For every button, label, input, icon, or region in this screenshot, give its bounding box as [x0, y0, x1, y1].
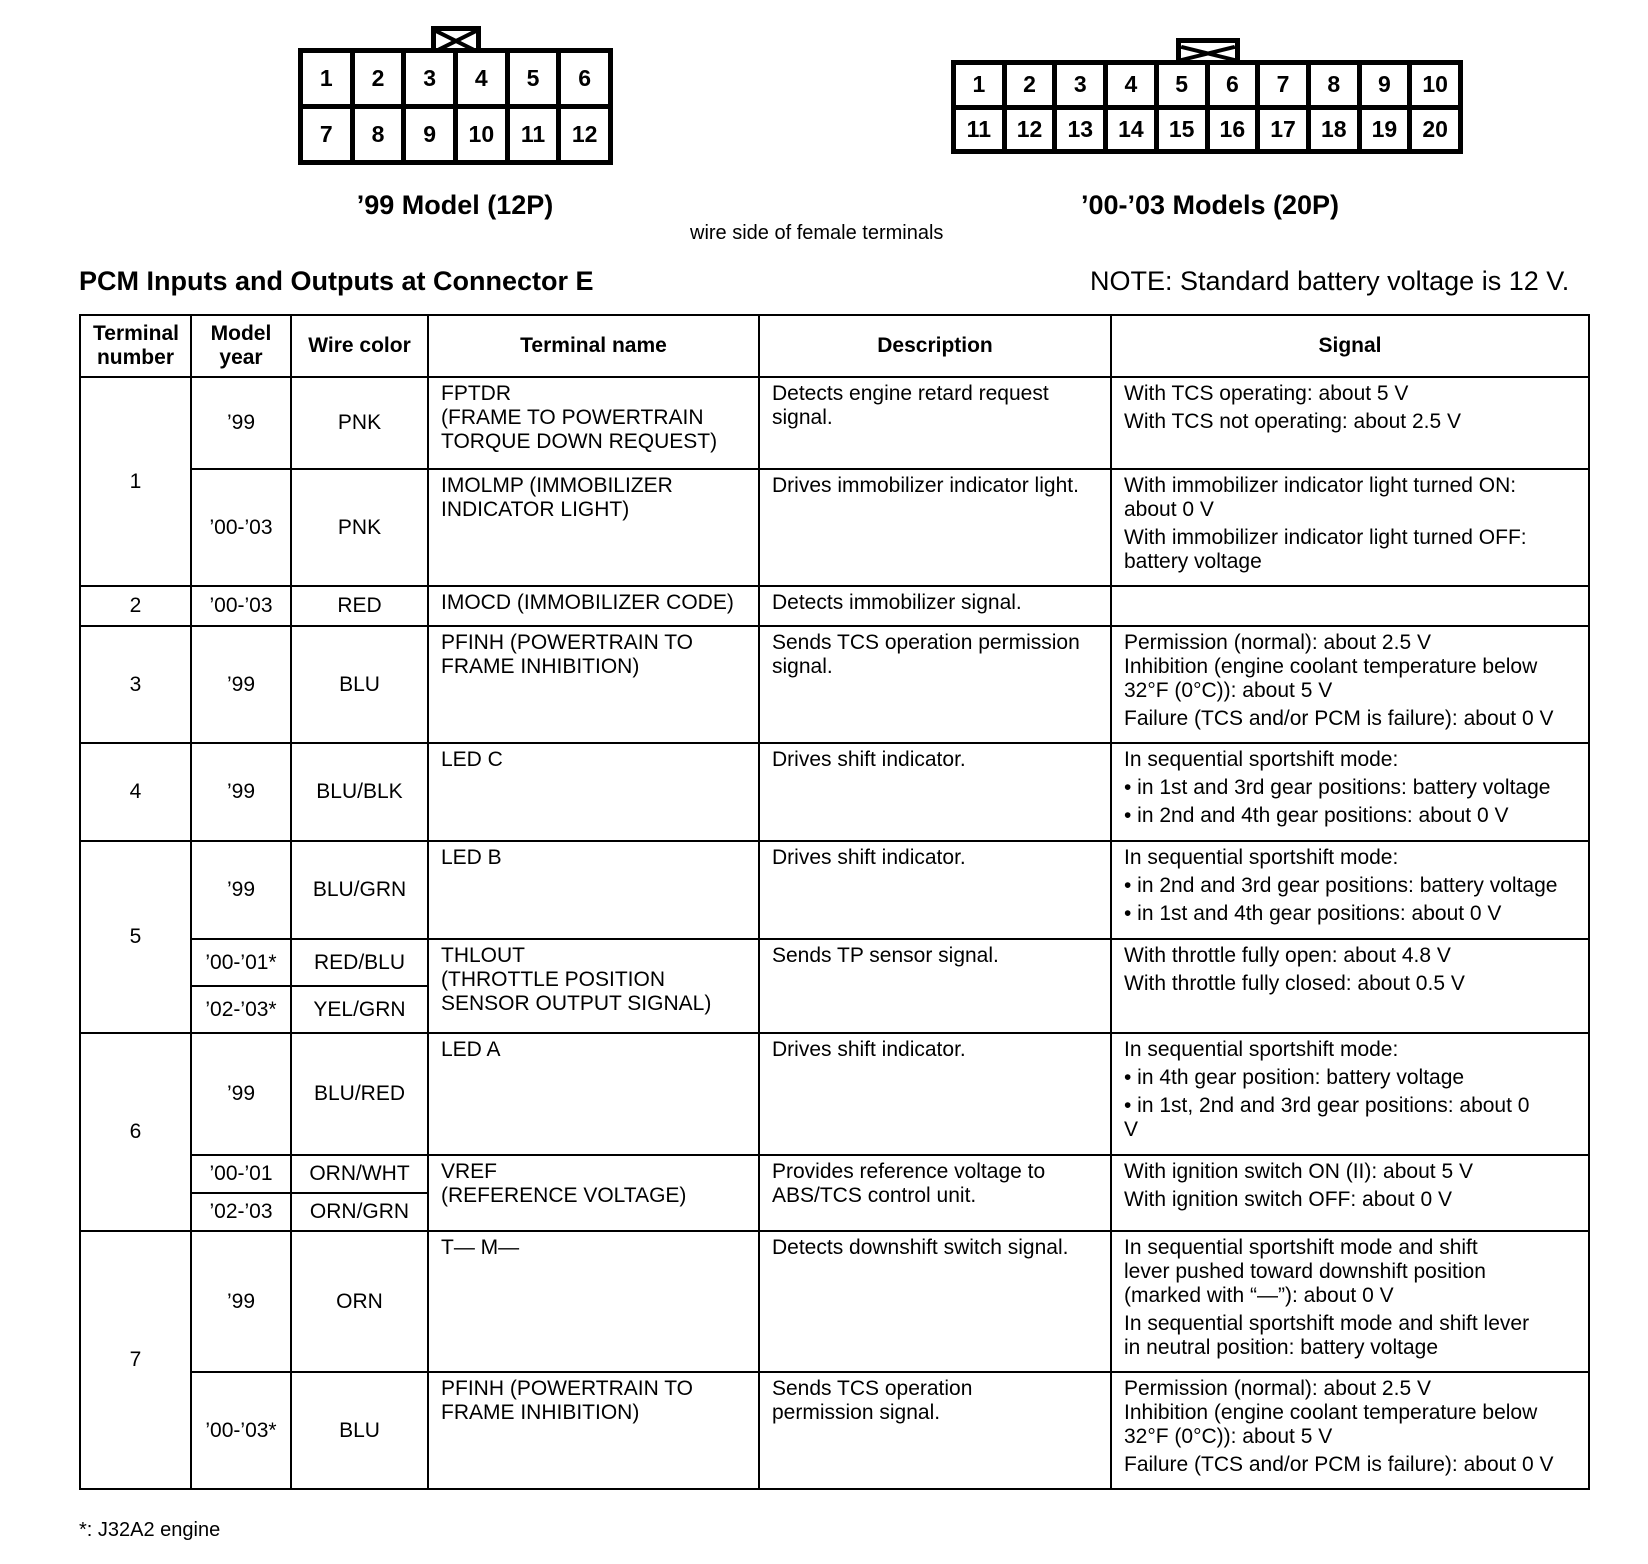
terminal-number: 2: [80, 586, 191, 626]
signal: [1111, 586, 1589, 626]
pin-20p-9: 9: [1362, 65, 1408, 105]
terminal-name: THLOUT (THROTTLE POSITION SENSOR OUTPUT SIGNAL): [428, 939, 759, 1033]
description: Drives immobilizer indicator light.: [759, 469, 1111, 586]
header-model-year: Model year: [191, 315, 291, 377]
pin-12p-12: 12: [561, 109, 608, 160]
pin-20p-13: 13: [1057, 110, 1103, 150]
terminal-name: IMOCD (IMMOBILIZER CODE): [428, 586, 759, 626]
pin-20p-5: 5: [1159, 65, 1205, 105]
pcm-io-table: [79, 314, 1590, 1490]
model-year: ’99: [191, 626, 291, 743]
terminal-name: PFINH (POWERTRAIN TO FRAME INHIBITION): [428, 626, 759, 743]
wire-color: PNK: [291, 469, 428, 586]
signal: With TCS operating: about 5 V With TCS not operating: about 2.5 V: [1111, 377, 1589, 469]
wire-color: PNK: [291, 377, 428, 469]
terminal-number: 1: [80, 377, 191, 586]
model-year: ’02-’03*: [191, 986, 291, 1033]
description: Sends TCS operation permission signal.: [759, 1372, 1111, 1489]
description: Drives shift indicator.: [759, 841, 1111, 939]
pin-20p-18: 18: [1311, 110, 1357, 150]
connector-key-20p: [1176, 38, 1240, 62]
table-row: [80, 1372, 1589, 1489]
connector-12p-caption: ’99 Model (12P): [356, 190, 554, 220]
table-row: [80, 939, 1589, 986]
pin-12p-11: 11: [510, 109, 557, 160]
terminal-name: IMOLMP (IMMOBILIZER INDICATOR LIGHT): [428, 469, 759, 586]
model-year: ’99: [191, 1231, 291, 1372]
pin-20p-11: 11: [956, 110, 1002, 150]
pin-12p-7: 7: [303, 109, 350, 160]
table-row: [80, 469, 1589, 586]
signal: In sequential sportshift mode and shift lever pushed toward downshift position (marked with “—”): about 0 V In sequential sportshift mode and shift lever in neutral position: battery voltage: [1111, 1231, 1589, 1372]
terminal-number: 4: [80, 743, 191, 841]
pin-12p-9: 9: [406, 109, 453, 160]
pin-20p-19: 19: [1362, 110, 1408, 150]
pin-12p-2: 2: [355, 53, 402, 104]
pin-20p-16: 16: [1210, 110, 1256, 150]
wire-color: RED/BLU: [291, 939, 428, 986]
model-year: ’99: [191, 377, 291, 469]
terminal-name: T— M—: [428, 1231, 759, 1372]
pin-12p-4: 4: [458, 53, 505, 104]
model-year: ’00-’01*: [191, 939, 291, 986]
pin-20p-2: 2: [1007, 65, 1053, 105]
wire-color: ORN/GRN: [291, 1193, 428, 1231]
wire-color: BLU: [291, 1372, 428, 1489]
model-year: ’00-’01: [191, 1155, 291, 1193]
model-year: ’99: [191, 841, 291, 939]
pin-20p-3: 3: [1057, 65, 1103, 105]
pin-20p-15: 15: [1159, 110, 1205, 150]
terminal-number: 7: [80, 1231, 191, 1489]
table-row: [80, 1033, 1589, 1155]
header-terminal-number: Terminal number: [80, 315, 191, 377]
signal: Permission (normal): about 2.5 V Inhibition (engine coolant temperature below 32°F (0°C)): about 5 V Failure (TCS and/or PCM is failure): about 0 V: [1111, 626, 1589, 743]
terminal-name: LED B: [428, 841, 759, 939]
signal: With throttle fully open: about 4.8 V With throttle fully closed: about 0.5 V: [1111, 939, 1589, 1033]
wire-color: RED: [291, 586, 428, 626]
model-year: ’00-’03*: [191, 1372, 291, 1489]
model-year: ’02-’03: [191, 1193, 291, 1231]
pin-20p-10: 10: [1412, 65, 1458, 105]
wire-color: BLU: [291, 626, 428, 743]
signal: Permission (normal): about 2.5 V Inhibition (engine coolant temperature below 32°F (0°C)): about 5 V Failure (TCS and/or PCM is failure): about 0 V: [1111, 1372, 1589, 1489]
header-signal: Signal: [1111, 315, 1589, 377]
pin-12p-3: 3: [406, 53, 453, 104]
header-terminal-name: Terminal name: [428, 315, 759, 377]
pin-12p-1: 1: [303, 53, 350, 104]
signal: In sequential sportshift mode: • in 2nd and 3rd gear positions: battery voltage • in 1st and 4th gear positions: about 0 V: [1111, 841, 1589, 939]
table-row: [80, 586, 1589, 626]
pin-12p-6: 6: [561, 53, 608, 104]
description: Detects engine retard request signal.: [759, 377, 1111, 469]
wire-color: ORN/WHT: [291, 1155, 428, 1193]
pin-20p-1: 1: [956, 65, 1002, 105]
pin-20p-6: 6: [1210, 65, 1256, 105]
terminal-number: 5: [80, 841, 191, 1033]
pin-12p-10: 10: [458, 109, 505, 160]
connector-subcaption: wire side of female terminals: [690, 222, 944, 244]
terminal-name: VREF (REFERENCE VOLTAGE): [428, 1155, 759, 1231]
pin-20p-7: 7: [1260, 65, 1306, 105]
description: Detects downshift switch signal.: [759, 1231, 1111, 1372]
model-year: ’99: [191, 743, 291, 841]
connector-20p-grid: [951, 60, 1463, 154]
model-year: ’00-’03: [191, 469, 291, 586]
header-wire-color: Wire color: [291, 315, 428, 377]
description: Sends TCS operation permission signal.: [759, 626, 1111, 743]
pin-20p-4: 4: [1108, 65, 1154, 105]
wire-color: BLU/BLK: [291, 743, 428, 841]
signal: With ignition switch ON (II): about 5 V With ignition switch OFF: about 0 V: [1111, 1155, 1589, 1231]
description: Provides reference voltage to ABS/TCS control unit.: [759, 1155, 1111, 1231]
description: Sends TP sensor signal.: [759, 939, 1111, 1033]
pin-20p-14: 14: [1108, 110, 1154, 150]
terminal-name: PFINH (POWERTRAIN TO FRAME INHIBITION): [428, 1372, 759, 1489]
pin-12p-8: 8: [355, 109, 402, 160]
terminal-number: 6: [80, 1033, 191, 1231]
signal: In sequential sportshift mode: • in 1st and 3rd gear positions: battery voltage • in 2nd and 4th gear positions: about 0 V: [1111, 743, 1589, 841]
table-header-row: [80, 315, 1589, 377]
terminal-name: LED C: [428, 743, 759, 841]
pin-12p-5: 5: [510, 53, 557, 104]
pin-20p-17: 17: [1260, 110, 1306, 150]
connector-20p-caption: ’00-’03 Models (20P): [1080, 190, 1340, 220]
terminal-name: FPTDR (FRAME TO POWERTRAIN TORQUE DOWN REQUEST): [428, 377, 759, 469]
pin-20p-20: 20: [1412, 110, 1458, 150]
table-row: [80, 1231, 1589, 1372]
pin-20p-8: 8: [1311, 65, 1357, 105]
footnote: *: J32A2 engine: [79, 1519, 221, 1541]
signal: With immobilizer indicator light turned ON: about 0 V With immobilizer indicator light turned OFF: battery voltage: [1111, 469, 1589, 586]
model-year: ’99: [191, 1033, 291, 1155]
wire-color: YEL/GRN: [291, 986, 428, 1033]
table-row: [80, 841, 1589, 939]
wire-color: ORN: [291, 1231, 428, 1372]
description: Detects immobilizer signal.: [759, 586, 1111, 626]
model-year: ’00-’03: [191, 586, 291, 626]
header-description: Description: [759, 315, 1111, 377]
description: Drives shift indicator.: [759, 743, 1111, 841]
table-title: PCM Inputs and Outputs at Connector E: [79, 266, 594, 296]
terminal-name: LED A: [428, 1033, 759, 1155]
wire-color: BLU/RED: [291, 1033, 428, 1155]
wire-color: BLU/GRN: [291, 841, 428, 939]
table-row: [80, 626, 1589, 743]
table-row: [80, 743, 1589, 841]
pin-20p-12: 12: [1007, 110, 1053, 150]
signal: In sequential sportshift mode: • in 4th gear position: battery voltage • in 1st, 2nd and 3rd gear positions: about 0 V: [1111, 1033, 1589, 1155]
terminal-number: 3: [80, 626, 191, 743]
connector-12p-grid: [298, 48, 613, 165]
table-row: [80, 1155, 1589, 1193]
battery-voltage-note: NOTE: Standard battery voltage is 12 V.: [1090, 266, 1570, 296]
description: Drives shift indicator.: [759, 1033, 1111, 1155]
table-row: [80, 377, 1589, 469]
